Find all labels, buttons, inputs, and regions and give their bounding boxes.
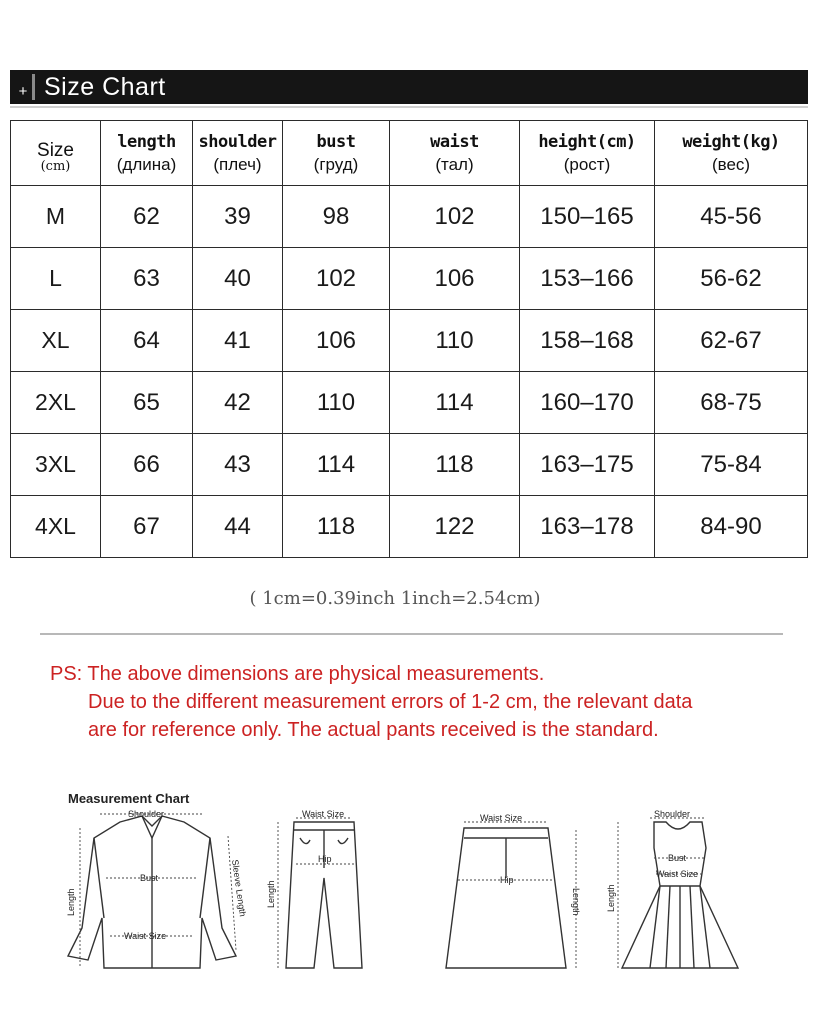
column-header-ru: (груд) [313,154,359,174]
bust-cell: 110 [283,372,390,434]
unit-conversion-note: ( 1cm=0.39inch 1inch=2.54cm) [249,588,541,609]
page-title: Size Chart [44,73,166,101]
table-row [11,434,808,496]
weight-cell: 68-75 [655,372,808,434]
length-cell: 67 [101,496,193,558]
shoulder-cell: 39 [193,186,283,248]
header-divider [32,74,35,100]
table-row [11,372,808,434]
size-chart-header-bar [10,70,808,104]
pants-waist-label: Waist Size [302,809,345,819]
size-cell: M [11,186,101,248]
shoulder-cell: 43 [193,434,283,496]
skirt-length-label: Length [571,888,581,916]
column-header-en: length [117,131,176,152]
shirt-sleeve-label: Sleeve Length [230,858,248,918]
section-divider [40,633,783,635]
weight-cell: 75-84 [655,434,808,496]
shirt-measurement-diagram [60,808,248,978]
waist-cell: 106 [390,248,520,310]
shirt-length-label: Length [66,888,76,916]
ps-note-line-3: are for reference only. The actual pants received is the standard. [88,719,659,741]
size-unit-label: (cm) [40,159,71,174]
waist-cell: 102 [390,186,520,248]
column-header-en: height(cm) [538,131,636,152]
pants-measurement-diagram [266,808,376,978]
height-cell: 160–170 [520,372,655,434]
column-header-en: weight(kg) [682,131,780,152]
column-header-ru: (плеч) [213,154,262,174]
weight-cell: 45-56 [655,186,808,248]
height-cell: 163–178 [520,496,655,558]
ps-note [50,660,692,744]
table-row [11,186,808,248]
column-header-ru: (длина) [116,154,177,174]
shirt-waist-label: Waist Size [124,931,167,941]
waist-cell: 118 [390,434,520,496]
shoulder-cell: 41 [193,310,283,372]
length-cell: 64 [101,310,193,372]
height-cell: 163–175 [520,434,655,496]
shoulder-cell: 42 [193,372,283,434]
waist-cell: 114 [390,372,520,434]
size-header-label: Size [37,140,74,161]
size-column-header [11,121,101,186]
size-cell: 3XL [11,434,101,496]
ps-note-line-1: PS: The above dimensions are physical measurements. [50,663,545,685]
size-cell: XL [11,310,101,372]
length-column-header [101,121,193,186]
pants-hip-label: Hip [318,854,332,864]
ps-note-line-2: Due to the different measurement errors of 1-2 cm, the relevant data [88,691,693,713]
shirt-shoulder-label: Shoulder [128,809,165,819]
size-cell: 4XL [11,496,101,558]
weight-cell: 62-67 [655,310,808,372]
column-header-ru: (тал) [435,154,474,174]
dress-waist-label: Waist Size [656,869,699,879]
header-underline [10,106,808,108]
table-header-row [11,121,808,186]
weight-cell: 56-62 [655,248,808,310]
skirt-measurement-diagram [436,808,586,978]
skirt-hip-label: Hip [500,875,514,885]
column-header-en: bust [316,131,356,152]
column-header-en: shoulder [198,131,277,152]
dress-measurement-diagram [606,808,750,978]
length-cell: 63 [101,248,193,310]
bust-column-header [283,121,390,186]
size-table [10,120,808,558]
shoulder-cell: 44 [193,496,283,558]
length-cell: 66 [101,434,193,496]
plus-icon: + [13,80,33,104]
table-row [11,248,808,310]
length-cell: 62 [101,186,193,248]
measurement-chart-title: Measurement Chart [68,791,190,806]
dress-shoulder-label: Shoulder [654,809,691,819]
height-column-header [520,121,655,186]
waist-cell: 122 [390,496,520,558]
height-cell: 158–168 [520,310,655,372]
height-cell: 153–166 [520,248,655,310]
waist-column-header [390,121,520,186]
column-header-en: waist [430,131,479,152]
shoulder-cell: 40 [193,248,283,310]
table-row [11,310,808,372]
height-cell: 150–165 [520,186,655,248]
shoulder-column-header [193,121,283,186]
bust-cell: 98 [283,186,390,248]
shirt-bust-label: Bust [140,873,159,883]
size-cell: 2XL [11,372,101,434]
bust-cell: 102 [283,248,390,310]
waist-cell: 110 [390,310,520,372]
bust-cell: 114 [283,434,390,496]
weight-column-header [655,121,808,186]
dress-bust-label: Bust [668,853,687,863]
dress-length-label: Length [606,884,616,912]
length-cell: 65 [101,372,193,434]
bust-cell: 106 [283,310,390,372]
column-header-ru: (вес) [711,154,751,174]
size-cell: L [11,248,101,310]
column-header-ru: (рост) [563,154,611,174]
pants-length-label: Length [266,880,276,908]
table-row [11,496,808,558]
skirt-waist-label: Waist Size [480,813,523,823]
weight-cell: 84-90 [655,496,808,558]
bust-cell: 118 [283,496,390,558]
